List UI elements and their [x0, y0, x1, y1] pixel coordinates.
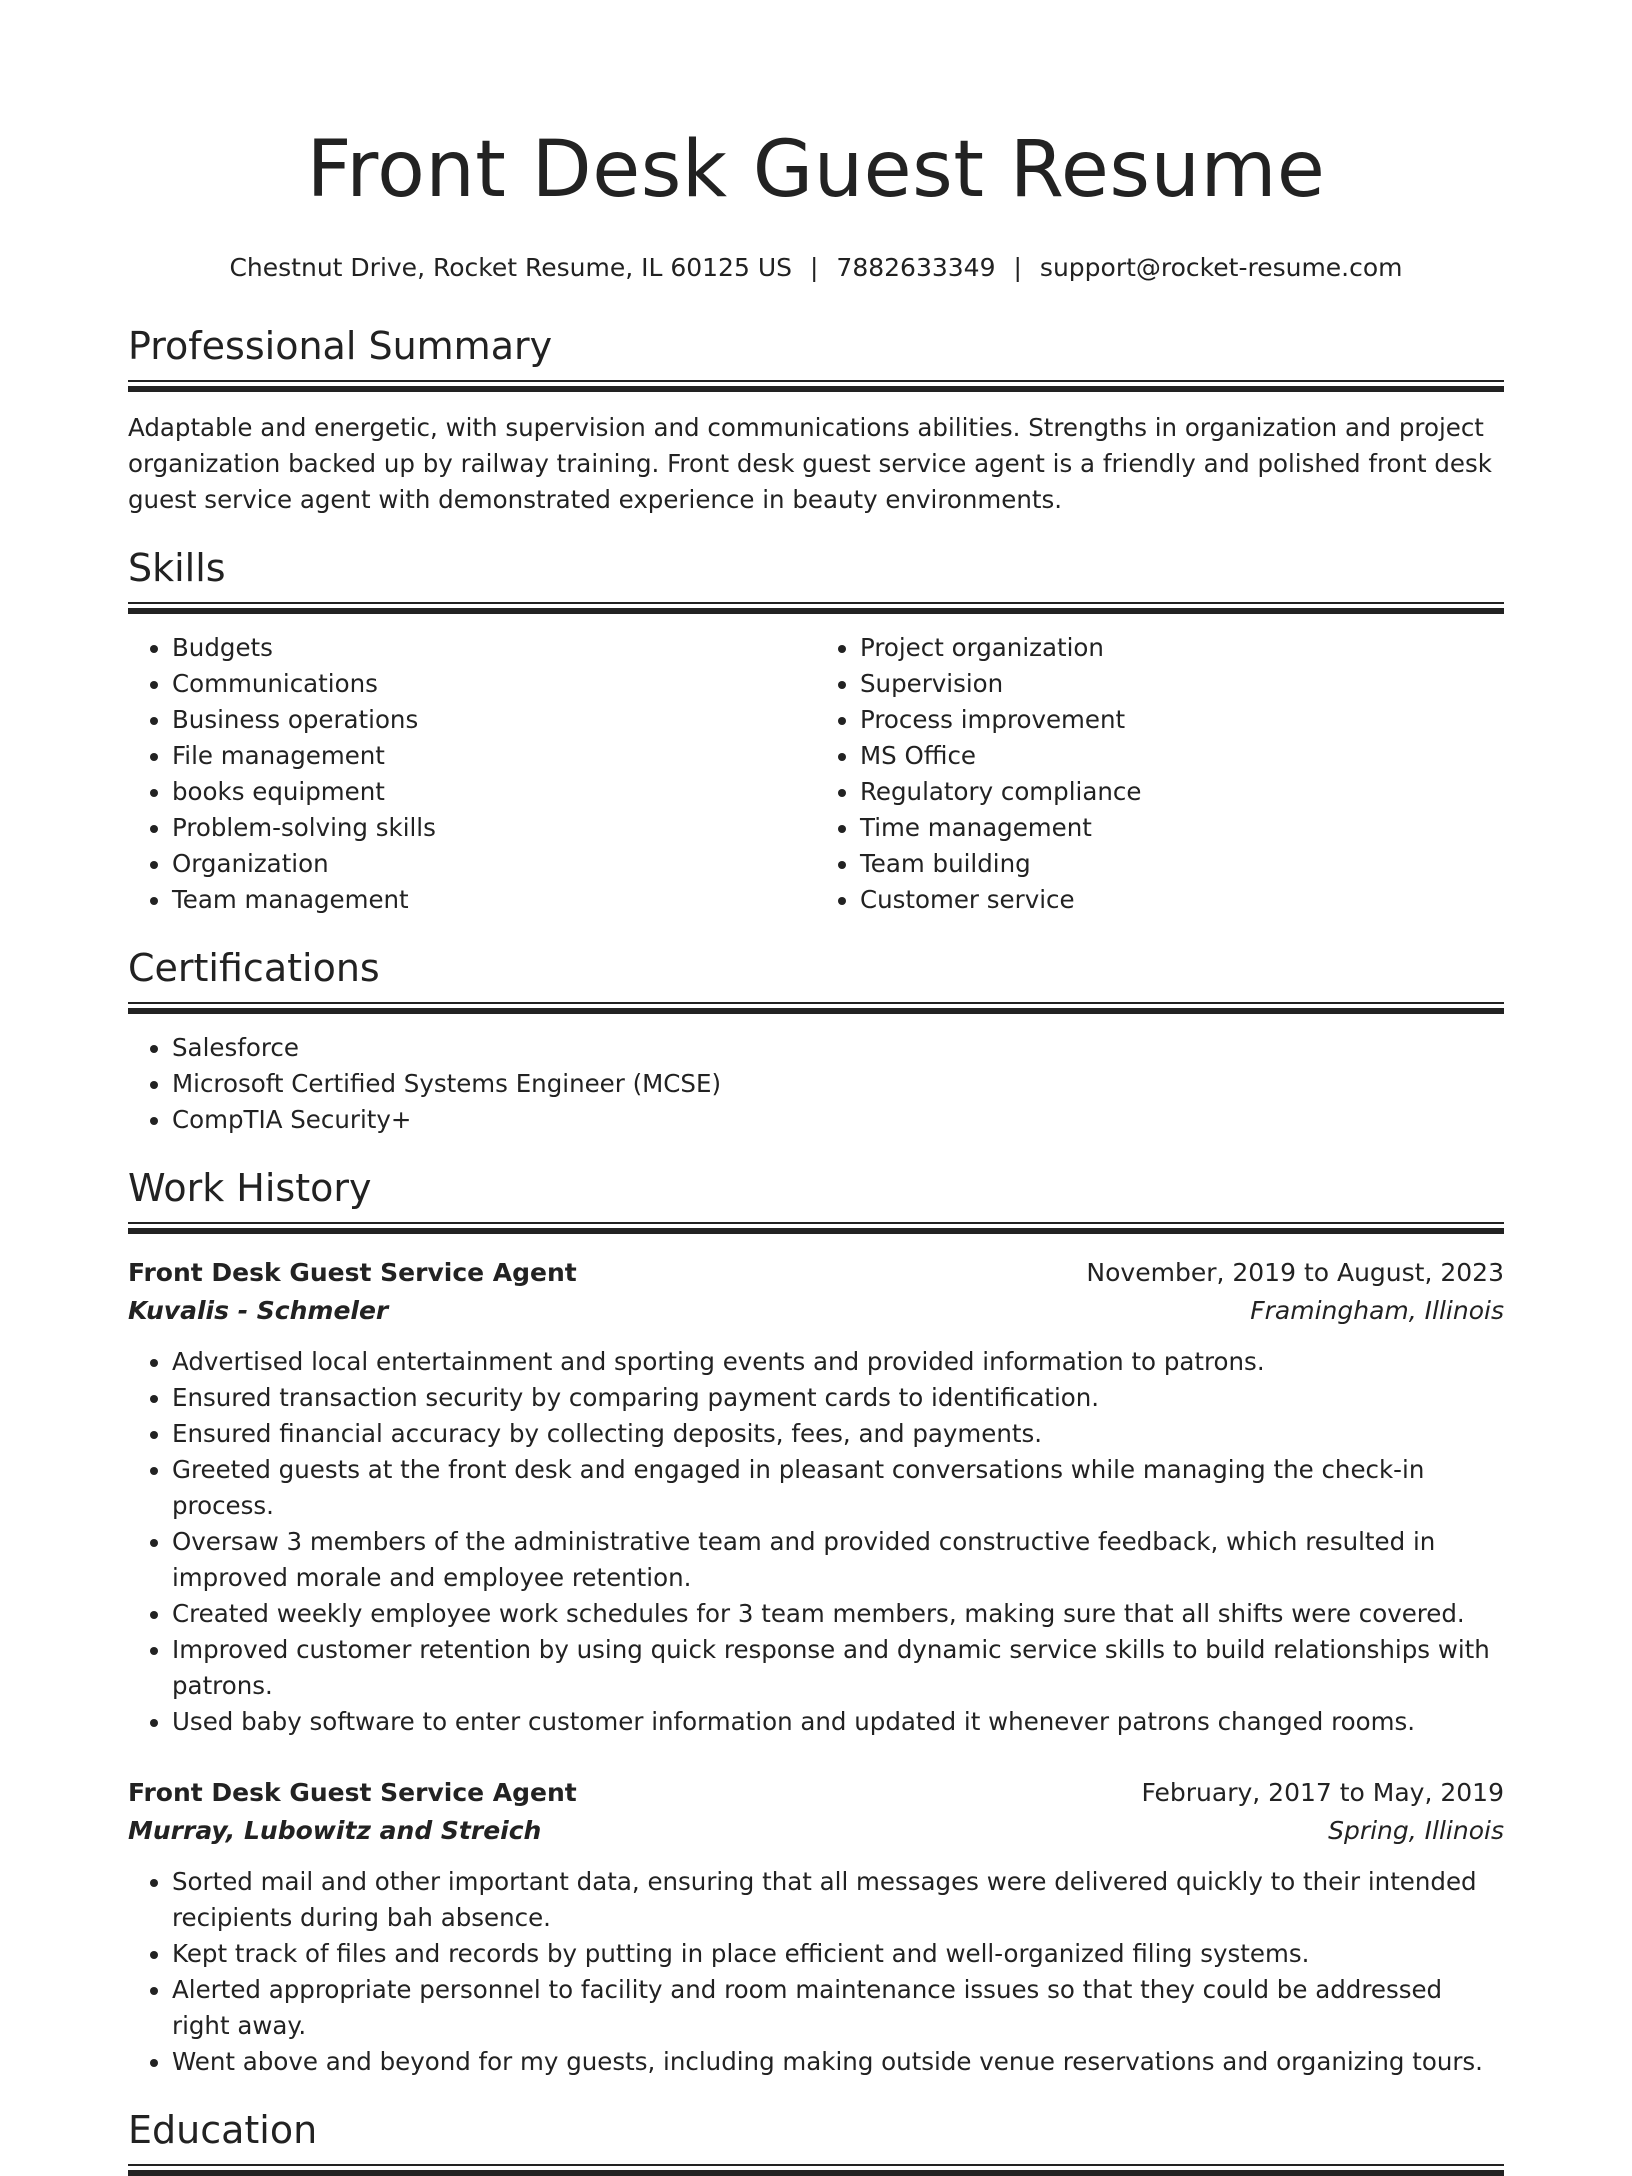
job-header-row [128, 1254, 1504, 1292]
certifications-section [128, 944, 1504, 1138]
skills-section [128, 544, 1504, 918]
job-bullet: • Created weekly employee work schedules for 3 team members, making sure that all shifts were covered. [172, 1596, 1504, 1632]
skills-grid [128, 614, 1504, 918]
contact-line [128, 252, 1504, 284]
job-bullet: • Advertised local entertainment and sporting events and provided information to patrons. [172, 1344, 1504, 1380]
job-dates: February, 2017 to May, 2019 [1141, 1778, 1504, 1807]
contact-separator: | [1013, 253, 1022, 282]
skill-item: • File management [172, 738, 816, 774]
education-heading: Education [128, 2108, 318, 2152]
skill-item: • Problem-solving skills [172, 810, 816, 846]
job-bullet: • Alerted appropriate personnel to facility and room maintenance issues so that they could be addressed right away. [172, 1972, 1504, 2044]
skill-item: • Business operations [172, 702, 816, 738]
education-section [128, 2106, 1504, 2176]
summary-heading: Professional Summary [128, 324, 553, 368]
skill-item: • Communications [172, 666, 816, 702]
work-history-heading: Work History [128, 1166, 372, 1210]
job-location: Framingham, Illinois [1250, 1296, 1504, 1325]
contact-separator: | [809, 253, 819, 282]
job-subheader-row [128, 1812, 1504, 1850]
skill-item: • MS Office [860, 738, 1504, 774]
summary-text: Adaptable and energetic, with supervision and communications abilities. Strengths in organization and project organization backed up by railway training. Front desk guest service agent is a friendly and polished front desk guest service agent with demonstrated experience in beauty environments. [128, 413, 1492, 514]
job-bullets [128, 1344, 1504, 1740]
job-bullet: • Sorted mail and other important data, ensuring that all messages were delivered quickly to their intended recipients during bah absence. [172, 1864, 1504, 1936]
job-bullet: • Kept track of files and records by putting in place efficient and well-organized filing systems. [172, 1936, 1504, 1972]
job-dates: November, 2019 to August, 2023 [1086, 1258, 1504, 1287]
skill-item: • Process improvement [860, 702, 1504, 738]
section-divider [128, 2164, 1504, 2176]
skill-item: • Team management [172, 882, 816, 918]
certifications-heading: Certifications [128, 946, 380, 990]
skill-item: • Time management [860, 810, 1504, 846]
job-bullet: • Ensured financial accuracy by collecting deposits, fees, and payments. [172, 1416, 1504, 1452]
certification-item: • Microsoft Certified Systems Engineer (MCSE) [172, 1066, 1504, 1102]
skill-item: • Budgets [172, 630, 816, 666]
skill-item: • books equipment [172, 774, 816, 810]
job-location: Spring, Illinois [1328, 1816, 1504, 1845]
skill-item: • Customer service [860, 882, 1504, 918]
job-bullet: • Went above and beyond for my guests, including making outside venue reservations and organizing tours. [172, 2044, 1504, 2080]
job-bullet: • Ensured transaction security by comparing payment cards to identification. [172, 1380, 1504, 1416]
job-bullet: • Improved customer retention by using quick response and dynamic service skills to build relationships with patrons. [172, 1632, 1504, 1704]
certifications-list [128, 1030, 1504, 1138]
contact-address: Chestnut Drive, Rocket Resume, IL 60125 US [229, 253, 792, 282]
section-divider [128, 602, 1504, 614]
job-bullets [128, 1864, 1504, 2080]
job-company: Murray, Lubowitz and Streich [128, 1816, 542, 1845]
skill-item: • Supervision [860, 666, 1504, 702]
job-header-row [128, 1774, 1504, 1812]
section-divider [128, 1002, 1504, 1014]
job-subheader-row [128, 1292, 1504, 1330]
skill-item: • Team building [860, 846, 1504, 882]
job-company: Kuvalis - Schmeler [128, 1296, 389, 1325]
job-bullet: • Used baby software to enter customer information and updated it whenever patrons changed rooms. [172, 1704, 1504, 1740]
job-title: Front Desk Guest Service Agent [128, 1778, 577, 1807]
summary-section [128, 322, 1504, 518]
skills-heading: Skills [128, 546, 226, 590]
job-entry [128, 1254, 1504, 1740]
job-bullet: • Oversaw 3 members of the administrative team and provided constructive feedback, which resulted in improved morale and employee retention. [172, 1524, 1504, 1596]
contact-email: support@rocket-resume.com [1039, 253, 1403, 282]
skill-item: • Project organization [860, 630, 1504, 666]
job-bullet: • Greeted guests at the front desk and engaged in pleasant conversations while managing the check-in process. [172, 1452, 1504, 1524]
skills-list-left [128, 630, 816, 918]
job-title: Front Desk Guest Service Agent [128, 1258, 577, 1287]
job-entry [128, 1774, 1504, 2080]
skill-item: • Organization [172, 846, 816, 882]
certification-item: • Salesforce [172, 1030, 1504, 1066]
skills-list-right [816, 630, 1504, 918]
contact-phone: 7882633349 [836, 253, 996, 282]
certification-item: • CompTIA Security+ [172, 1102, 1504, 1138]
skill-item: • Regulatory compliance [860, 774, 1504, 810]
section-divider [128, 1222, 1504, 1234]
work-history-section [128, 1164, 1504, 2080]
section-divider [128, 380, 1504, 392]
resume-name: Front Desk Guest Resume [306, 125, 1326, 215]
